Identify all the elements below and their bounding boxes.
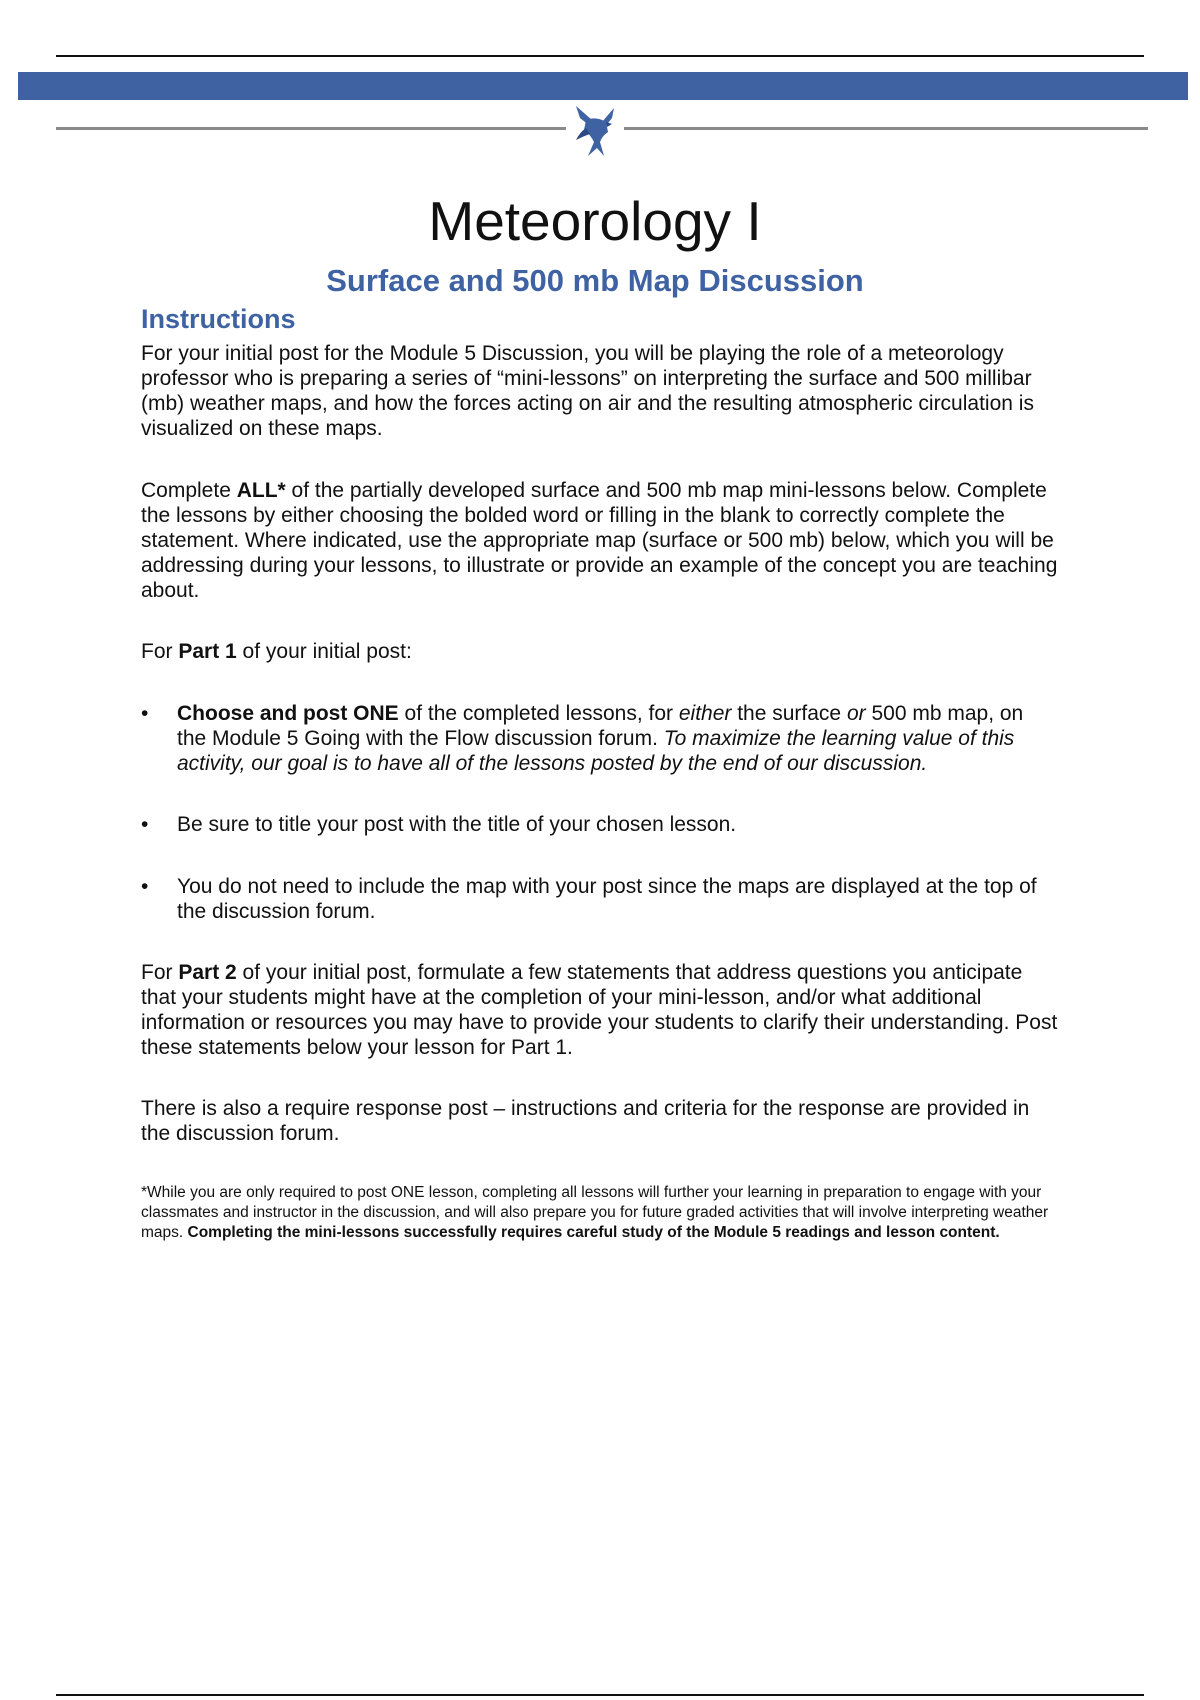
instructions-heading: Instructions bbox=[141, 304, 296, 334]
list-item-text: Be sure to title your post with the title of your chosen lesson. bbox=[177, 813, 737, 836]
top-rule bbox=[56, 55, 1144, 57]
list-item-text: Choose and post ONE of the completed lessons, for either the surface or 500 mb map, on the Module 5 Going with the Flow discussion forum. To maximize the learning value of this activity, our goal is to have all of the lessons posted by the end of our discussion. bbox=[177, 702, 1024, 775]
eagle-logo-icon bbox=[566, 102, 624, 160]
bullet-icon: • bbox=[141, 813, 149, 836]
document-title: Meteorology I bbox=[428, 190, 762, 252]
list-item-text: You do not need to include the map with your post since the maps are displayed at the top of the discussion forum. bbox=[177, 875, 1037, 923]
bullet-icon: • bbox=[141, 875, 149, 898]
bottom-rule bbox=[56, 1694, 1144, 1696]
intro-paragraph: For your initial post for the Module 5 Discussion, you will be playing the role of a meteorology professor who is preparing a series of “mini-lessons” on interpreting the surface and 500 millibar (mb) weather maps, and how the forces acting on air and the resulting atmospheric circulation is visualized on these maps. bbox=[141, 342, 1034, 440]
part2-paragraph: For Part 2 of your initial post, formulate a few statements that address questions you anticipate that your students might have at the completion of your mini-lesson, and/or what additional information or resources you may have to provide your students to clarify their understanding. Post these statements below your lesson for Part 1. bbox=[141, 961, 1058, 1059]
document-subtitle: Surface and 500 mb Map Discussion bbox=[326, 263, 864, 298]
bullet-icon: • bbox=[141, 702, 149, 725]
header-band bbox=[18, 72, 1188, 100]
complete-all-paragraph: Complete ALL* of the partially developed surface and 500 mb map mini-lessons below. Complete the lessons by either choosing the bolded word or filling in the blank to correctly complete the statement. Where indicated, use the appropriate map (surface or 500 mb) below, which you will be addressing during your lessons, to illustrate or provide an example of the concept you are teaching about. bbox=[141, 479, 1058, 602]
footnote: *While you are only required to post ONE lesson, completing all lessons will further your learning in preparation to engage with your classmates and instructor in the discussion, and will also prepare you for future graded activities that will involve interpreting weather maps. Completing the mini-lessons successfully requires careful study of the Module 5 readings and lesson content. bbox=[141, 1184, 1049, 1241]
response-post-paragraph: There is also a require response post – instructions and criteria for the response are provided in the discussion forum. bbox=[141, 1097, 1030, 1145]
part1-intro: For Part 1 of your initial post: bbox=[141, 640, 412, 663]
